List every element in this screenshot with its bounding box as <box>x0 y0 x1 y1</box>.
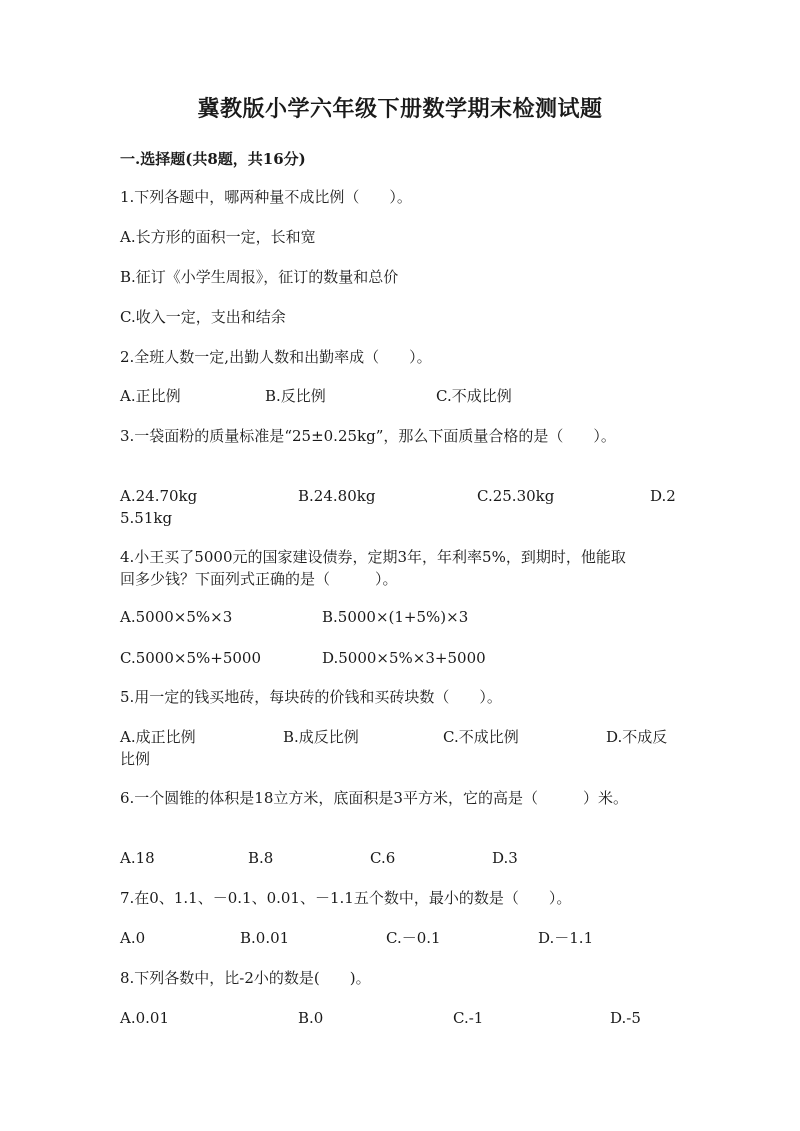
question-3-option-c: C.25.30kg <box>477 487 555 505</box>
question-6-option-c: C.6 <box>370 849 396 867</box>
question-7-stem: 7.在0、1.1、－0.1、0.01、－1.1五个数中，最小的数是（ ）。 <box>120 889 572 907</box>
question-7-option-b: B.0.01 <box>240 929 290 947</box>
question-3-option-b: B.24.80kg <box>298 487 376 505</box>
question-3-option-a: A.24.70kg <box>120 487 198 505</box>
page-title: 冀教版小学六年级下册数学期末检测试题 <box>197 96 603 122</box>
question-2-option-a: A.正比例 <box>120 387 181 405</box>
question-7-option-a: A.0 <box>120 929 146 947</box>
section-heading: 一.选择题(共8题，共16分) <box>120 150 306 168</box>
question-4-stem-line-1: 4.小王买了5000元的国家建设债券，定期3年，年利率5%，到期时，他能取 <box>120 548 626 566</box>
question-5-option-d: D.不成反 <box>606 728 668 746</box>
question-6-option-b: B.8 <box>248 849 274 867</box>
question-5-option-b: B.成反比例 <box>283 728 359 746</box>
question-1-option-a: A.长方形的面积一定，长和宽 <box>120 228 316 246</box>
question-8-option-a: A.0.01 <box>120 1009 169 1027</box>
question-4-option-a: A.5000×5%×3 <box>120 608 233 626</box>
question-4-stem-line-2: 回多少钱？下面列式正确的是（ ）。 <box>120 570 398 588</box>
question-2-stem: 2.全班人数一定,出勤人数和出勤率成（ ）。 <box>120 348 432 366</box>
question-8-option-c: C.-1 <box>453 1009 484 1027</box>
question-2-option-c: C.不成比例 <box>436 387 512 405</box>
question-4-option-b: B.5000×(1+5%)×3 <box>322 608 469 626</box>
question-5-option-d-wrap: 比例 <box>120 750 151 768</box>
question-7-option-c: C.－0.1 <box>386 929 441 947</box>
question-8-option-d: D.-5 <box>610 1009 641 1027</box>
question-4-option-c: C.5000×5%+5000 <box>120 649 261 667</box>
question-4-option-d: D.5000×5%×3+5000 <box>322 649 486 667</box>
question-8-option-b: B.0 <box>298 1009 324 1027</box>
question-6-option-d: D.3 <box>492 849 518 867</box>
question-5-option-c: C.不成比例 <box>443 728 519 746</box>
question-7-option-d: D.－1.1 <box>538 929 594 947</box>
question-3-stem: 3.一袋面粉的质量标准是“25±0.25kg”，那么下面质量合格的是（ ）。 <box>120 427 616 445</box>
question-3-option-d: D.2 <box>650 487 676 505</box>
question-1-stem: 1.下列各题中，哪两种量不成比例（ ）。 <box>120 188 412 206</box>
question-1-option-c: C.收入一定，支出和结余 <box>120 308 286 326</box>
question-6-stem: 6.一个圆锥的体积是18立方米，底面积是3平方米，它的高是（ ）米。 <box>120 789 628 807</box>
question-1-option-b: B.征订《小学生周报》，征订的数量和总价 <box>120 268 399 286</box>
question-2-option-b: B.反比例 <box>265 387 326 405</box>
question-3-option-d-wrap: 5.51kg <box>120 509 173 527</box>
question-8-stem: 8.下列各数中，比-2小的数是( )。 <box>120 969 371 987</box>
question-5-stem: 5.用一定的钱买地砖，每块砖的价钱和买砖块数（ ）。 <box>120 688 502 706</box>
question-6-option-a: A.18 <box>120 849 155 867</box>
question-5-option-a: A.成正比例 <box>120 728 196 746</box>
